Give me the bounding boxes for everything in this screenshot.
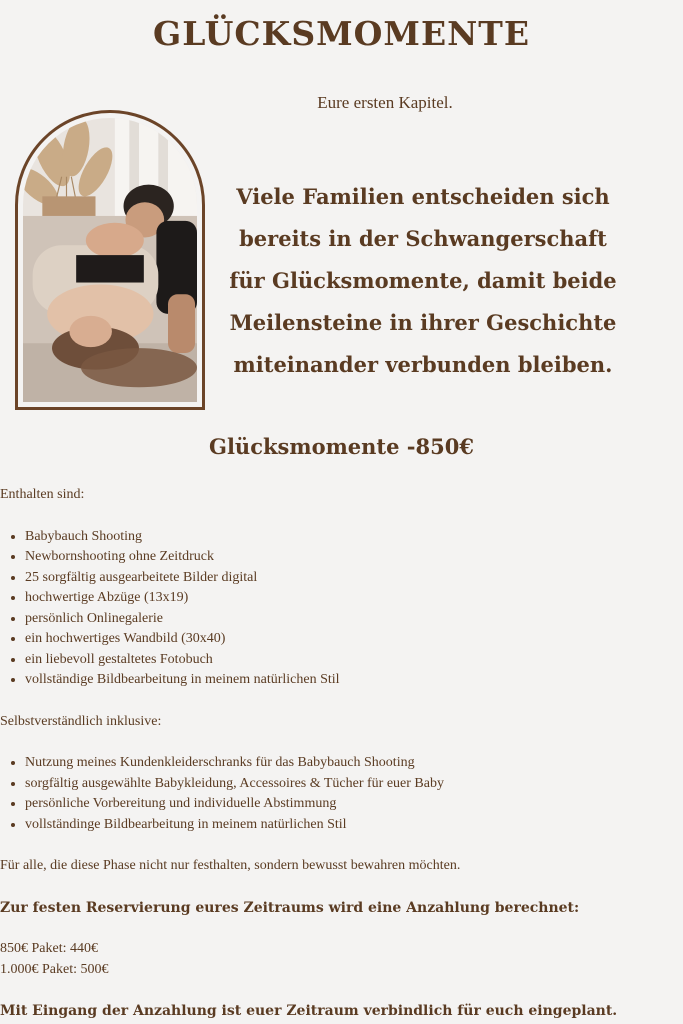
couple-photo: [23, 118, 197, 402]
list-item: • ein liebevoll gestaltetes Fotobuch: [25, 650, 683, 671]
list-item: • vollständige Bildbearbeitung in meinem natürlichen Stil: [25, 670, 683, 691]
list-item: • sorgfältig ausgewählte Babykleidung, Accessoires & Tücher für euer Baby: [25, 774, 683, 795]
list-item: • 25 sorgfältig ausgearbeitete Bilder digital: [25, 568, 683, 589]
list-item: • vollständinge Bildbearbeitung in meinem natürlichen Stil: [25, 815, 683, 836]
intro-text: Viele Familien entscheiden sich bereits in der Schwangerschaft für Glücksmomente, damit beide Meilensteine in ihrer Geschichte miteinander verbunden bleiben.: [229, 184, 617, 377]
package-details: [0, 485, 683, 1022]
list-item: • hochwertige Abzüge (13x19): [25, 588, 683, 609]
list-item: • Nutzung meines Kundenkleiderschranks für das Babybauch Shooting: [25, 753, 683, 774]
inclusive-list: [0, 753, 683, 835]
list-item: • Babybauch Shooting: [25, 527, 683, 548]
inclusive-heading: Selbstverständlich inklusive:: [0, 713, 162, 729]
closing-text: Für alle, die diese Phase nicht nur festhalten, sondern bewusst bewahren möchten.: [0, 858, 461, 873]
list-item: • ein hochwertiges Wandbild (30x40): [25, 629, 683, 650]
included-heading: Enthalten sind:: [0, 487, 85, 502]
list-item: • persönlich Onlinegalerie: [25, 609, 683, 630]
list-item: • persönliche Vorbereitung und individuelle Abstimmung: [25, 794, 683, 815]
list-item: • Newbornshooting ohne Zeitdruck: [25, 547, 683, 568]
deposit-line-1000: 1.000€ Paket: 500€: [0, 961, 109, 977]
package-title: Glücksmomente -850€: [209, 434, 474, 459]
page-subtitle: Eure ersten Kapitel.: [317, 93, 453, 112]
deposit-heading: Zur festen Reservierung eures Zeitraums wird eine Anzahlung berechnet:: [0, 899, 580, 916]
page-title: GLÜCKSMOMENTE: [153, 14, 530, 53]
deposit-line-850: 850€ Paket: 440€: [0, 941, 98, 956]
deposit-note: Mit Eingang der Anzahlung ist euer Zeitraum verbindlich für euch eingeplant.: [0, 1003, 618, 1019]
included-list: [0, 527, 683, 691]
arch-photo-frame: [15, 110, 205, 410]
